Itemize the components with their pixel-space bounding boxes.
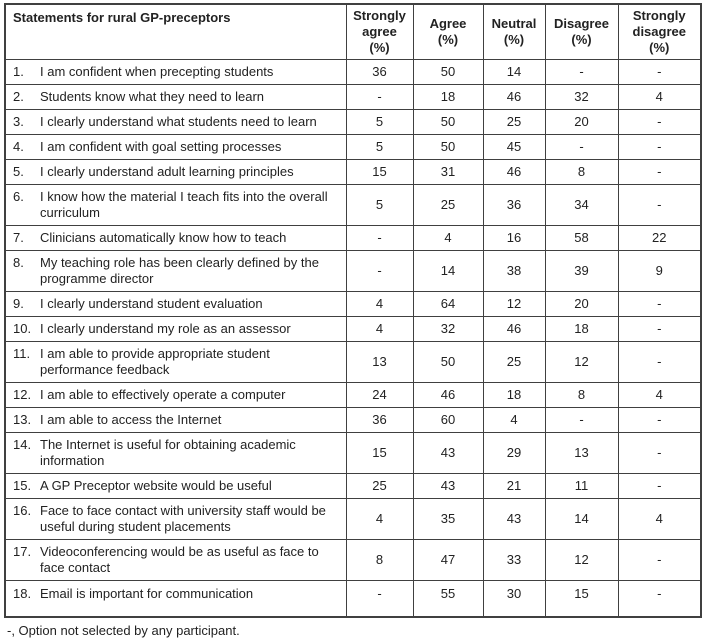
cell-neutral: 33 [483,540,545,581]
row-number: 8. [13,255,24,270]
table-row [5,160,701,185]
header-agree-label: Agree [429,16,467,31]
statement-cell [5,85,346,110]
cell-agree: 32 [413,317,483,342]
row-statement: I am able to provide appropriate student performance feedback [40,346,270,377]
cell-agree: 50 [413,135,483,160]
header-strongly-disagree [618,4,701,60]
cell-disagree: 34 [545,185,618,226]
cell-disagree: 39 [545,251,618,292]
row-statement: I clearly understand adult learning principles [40,164,294,179]
cell-strongly-disagree: - [618,408,701,433]
row-statement: I clearly understand my role as an assessor [40,321,291,336]
row-number: 4. [13,139,24,154]
statement-cell [5,160,346,185]
cell-disagree: 8 [545,383,618,408]
cell-neutral: 14 [483,60,545,85]
cell-strongly-agree: - [346,226,413,251]
table-row [5,383,701,408]
statement-cell [5,60,346,85]
cell-disagree: 14 [545,499,618,540]
cell-agree: 14 [413,251,483,292]
row-statement: I know how the material I teach fits into the overall curriculum [40,189,328,220]
cell-disagree: 32 [545,85,618,110]
cell-neutral: 12 [483,292,545,317]
cell-strongly-disagree: - [618,110,701,135]
cell-strongly-disagree: - [618,60,701,85]
cell-agree: 31 [413,160,483,185]
header-strongly-agree [346,4,413,60]
row-number: 13. [13,412,32,427]
cell-strongly-agree: - [346,581,413,618]
header-neutral-label: Neutral [491,16,537,31]
cell-strongly-disagree: - [618,433,701,474]
table-row [5,85,701,110]
table-row [5,292,701,317]
cell-strongly-disagree: 9 [618,251,701,292]
table-row [5,185,701,226]
header-row [5,4,701,60]
row-statement: Face to face contact with university staff would be useful during student placements [40,503,326,534]
cell-disagree: 18 [545,317,618,342]
statement-cell [5,185,346,226]
row-statement: Email is important for communication [40,586,254,601]
cell-strongly-agree: 5 [346,185,413,226]
row-statement: I am confident when precepting students [40,64,274,79]
cell-neutral: 46 [483,160,545,185]
cell-agree: 4 [413,226,483,251]
row-number: 2. [13,89,24,104]
cell-neutral: 36 [483,185,545,226]
header-strongly-agree-unit: (%) [369,40,390,55]
table-row [5,342,701,383]
statement-cell [5,317,346,342]
row-statement: I am able to access the Internet [40,412,222,427]
table-row [5,581,701,618]
row-number: 5. [13,164,24,179]
table-row [5,226,701,251]
cell-neutral: 46 [483,85,545,110]
cell-agree: 47 [413,540,483,581]
cell-strongly-disagree: - [618,135,701,160]
row-number: 3. [13,114,24,129]
cell-agree: 64 [413,292,483,317]
cell-disagree: - [545,135,618,160]
table-row [5,135,701,160]
row-statement: I clearly understand student evaluation [40,296,263,311]
cell-strongly-disagree: 4 [618,383,701,408]
cell-strongly-agree: 24 [346,383,413,408]
header-strongly-disagree-label: Strongly disagree [632,8,686,39]
table-row [5,499,701,540]
cell-disagree: 20 [545,110,618,135]
header-strongly-agree-label: Strongly agree [353,8,406,39]
table-row [5,317,701,342]
cell-strongly-agree: 4 [346,317,413,342]
table-footnote: -, Option not selected by any participant. [7,623,240,638]
cell-strongly-disagree: 4 [618,499,701,540]
cell-neutral: 21 [483,474,545,499]
statement-cell [5,581,346,618]
row-number: 9. [13,296,24,311]
header-disagree-label: Disagree [554,16,609,31]
cell-disagree: - [545,408,618,433]
table-row [5,60,701,85]
statement-cell [5,474,346,499]
cell-strongly-disagree: - [618,474,701,499]
statement-cell [5,251,346,292]
cell-strongly-disagree: - [618,581,701,618]
cell-strongly-disagree: - [618,185,701,226]
cell-strongly-disagree: 22 [618,226,701,251]
row-number: 17. [13,544,32,559]
cell-agree: 35 [413,499,483,540]
header-disagree-unit: (%) [571,32,592,47]
table-row [5,251,701,292]
statement-cell [5,540,346,581]
cell-strongly-agree: 5 [346,135,413,160]
cell-strongly-agree: 15 [346,160,413,185]
cell-strongly-agree: 13 [346,342,413,383]
statement-cell [5,292,346,317]
row-number: 14. [13,437,32,452]
cell-neutral: 43 [483,499,545,540]
row-number: 16. [13,503,32,518]
cell-neutral: 30 [483,581,545,618]
cell-disagree: 58 [545,226,618,251]
row-statement: Videoconferencing would be as useful as face to face contact [40,544,319,575]
cell-strongly-agree: 4 [346,292,413,317]
header-agree-unit: (%) [437,32,459,47]
cell-agree: 43 [413,433,483,474]
cell-strongly-agree: 8 [346,540,413,581]
cell-agree: 50 [413,60,483,85]
cell-agree: 25 [413,185,483,226]
row-number: 10. [13,321,32,336]
cell-agree: 55 [413,581,483,618]
table-row [5,540,701,581]
cell-disagree: 13 [545,433,618,474]
statement-cell [5,383,346,408]
statement-cell [5,226,346,251]
table-body [5,60,701,618]
table-row [5,408,701,433]
cell-strongly-agree: 36 [346,60,413,85]
cell-neutral: 25 [483,342,545,383]
cell-strongly-disagree: 4 [618,85,701,110]
row-statement: I am confident with goal setting processes [40,139,282,154]
row-number: 18. [13,586,32,601]
cell-strongly-agree: 36 [346,408,413,433]
cell-strongly-disagree: - [618,342,701,383]
row-number: 6. [13,189,24,204]
table-header [5,4,701,60]
row-number: 7. [13,230,24,245]
row-statement: The Internet is useful for obtaining academic information [40,437,296,468]
cell-disagree: 11 [545,474,618,499]
cell-strongly-agree: 5 [346,110,413,135]
row-statement: A GP Preceptor website would be useful [40,478,272,493]
header-strongly-disagree-unit: (%) [649,40,670,55]
gp-preceptor-statements-table [4,3,702,618]
cell-neutral: 46 [483,317,545,342]
row-number: 15. [13,478,32,493]
statement-cell [5,433,346,474]
cell-neutral: 16 [483,226,545,251]
row-number: 12. [13,387,32,402]
cell-agree: 50 [413,110,483,135]
cell-strongly-disagree: - [618,292,701,317]
table-row [5,110,701,135]
row-statement: I am able to effectively operate a computer [40,387,286,402]
statement-cell [5,499,346,540]
cell-neutral: 29 [483,433,545,474]
cell-neutral: 38 [483,251,545,292]
statement-cell [5,342,346,383]
cell-disagree: 15 [545,581,618,618]
statement-cell [5,110,346,135]
statement-cell [5,135,346,160]
cell-disagree: - [545,60,618,85]
cell-strongly-agree: 25 [346,474,413,499]
cell-strongly-agree: 4 [346,499,413,540]
cell-strongly-disagree: - [618,160,701,185]
cell-strongly-disagree: - [618,317,701,342]
cell-neutral: 25 [483,110,545,135]
cell-agree: 50 [413,342,483,383]
row-statement: My teaching role has been clearly defined by the programme director [40,255,319,286]
row-statement: I clearly understand what students need to learn [40,114,317,129]
header-disagree [545,4,618,60]
cell-agree: 46 [413,383,483,408]
header-statements: Statements for rural GP-preceptors [5,4,346,60]
cell-disagree: 20 [545,292,618,317]
header-neutral-unit: (%) [503,32,525,47]
cell-agree: 60 [413,408,483,433]
cell-neutral: 4 [483,408,545,433]
row-number: 1. [13,64,24,79]
header-agree [413,4,483,60]
cell-neutral: 45 [483,135,545,160]
row-number: 11. [13,346,31,361]
cell-strongly-agree: - [346,85,413,110]
cell-strongly-agree: - [346,251,413,292]
cell-strongly-agree: 15 [346,433,413,474]
cell-agree: 43 [413,474,483,499]
cell-disagree: 12 [545,540,618,581]
header-neutral [483,4,545,60]
row-statement: Clinicians automatically know how to teach [40,230,287,245]
statement-cell [5,408,346,433]
cell-disagree: 12 [545,342,618,383]
cell-agree: 18 [413,85,483,110]
table-row [5,433,701,474]
cell-neutral: 18 [483,383,545,408]
cell-strongly-disagree: - [618,540,701,581]
row-statement: Students know what they need to learn [40,89,265,104]
cell-disagree: 8 [545,160,618,185]
table-row [5,474,701,499]
